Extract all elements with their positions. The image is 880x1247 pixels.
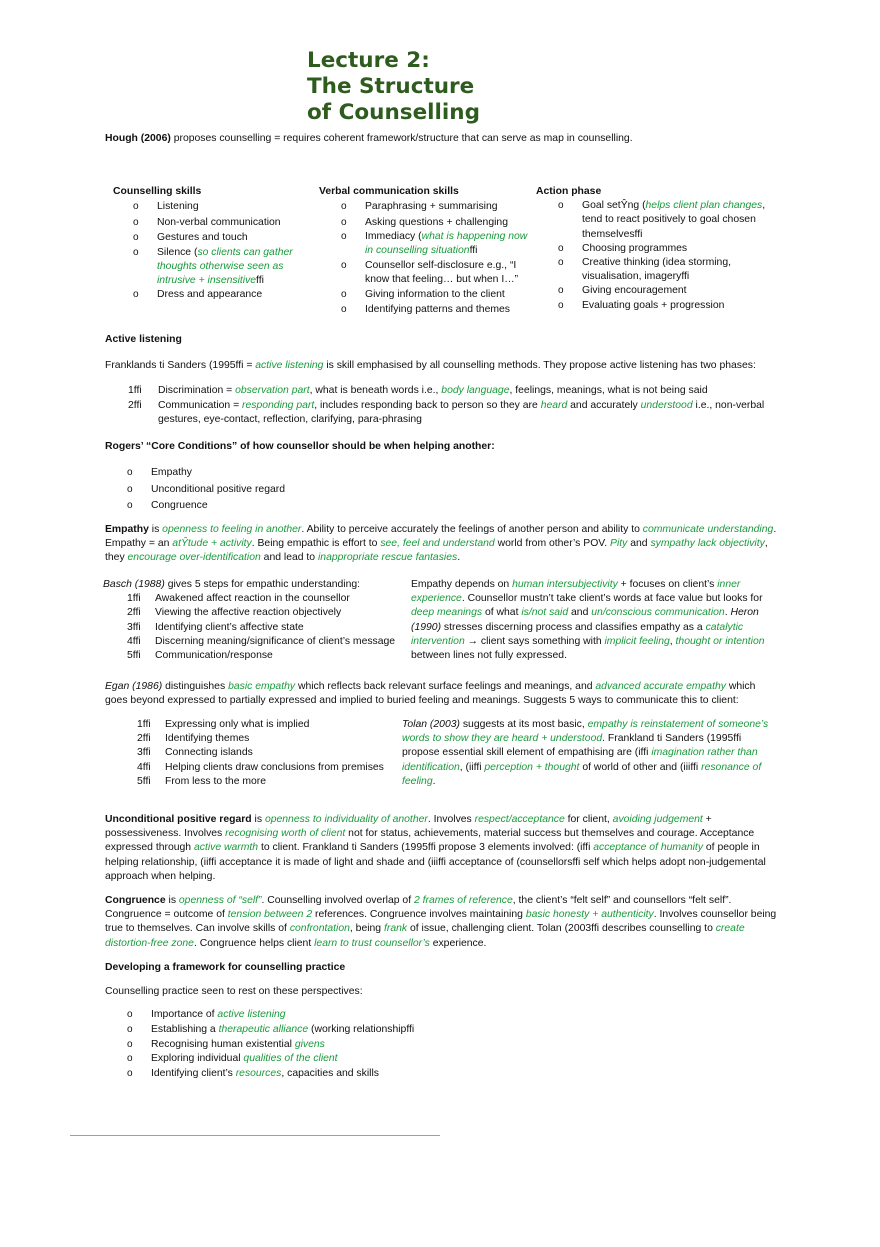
list-item: 2ffi Communication = responding part, includes responding back to person so they are heard and accurately understood i.e., non-verbal gestures, eye-contact, reflection, clarifying, para-phrasing [128,400,765,426]
list-item: 4ffi Discerning meaning/significance of client’s message [127,635,396,647]
title-line-2: The Structure [307,74,475,99]
tolan-paragraph: Tolan (2003) suggests at its most basic, empathy is reinstatement of someone’s words to show they are heard + understood. Frankland ti Sanders (1995ffi propose essential skill element of empathising are (iffi imagination rather than identification, (iiffi perception + thought of world of other and (iiiffi resonance of feeling. [402,719,769,787]
list-item: 5ffi Communication/response [127,650,273,662]
rogers-heading: Rogers’ “Core Conditions” of how counsellor should be when helping another: [105,441,495,452]
upr-paragraph: Unconditional positive regard is openness to individuality of another. Involves respect/acceptance for client, avoiding judgement + possessiveness. Involves recognising worth of client not for status, achievements, material success but themselves and courage. Acceptance expressed through active warmth to client. Frankland ti Sanders (1995ffi propose 3 elements involved: (iffi acceptance of humanity of people in helping relationship, (iiffi acceptance it is made of light and shade and (iiiffi acceptance of (counsellorsffi self which helps adopt non-judgemental approach when helping. [105,814,766,882]
verbal-skills-column [319,185,529,317]
intro-paragraph [105,132,805,146]
list-item: o Importance of active listening [105,1008,605,1023]
list-item: o Asking questions + challenging [319,215,529,231]
list-item: o Paraphrasing + summarising [319,199,529,215]
list-item: o Empathy [105,465,405,482]
list-item: o Creative thinking (idea storming, visualisation, imageryffi [536,256,781,284]
list-item: o Dress and appearance [111,288,313,302]
counselling-skills-column [113,185,313,303]
action-phase-column [536,185,781,313]
egan-ways [137,718,397,789]
column-heading: Verbal communication skills [319,186,459,197]
list-item: o Establishing a therapeutic alliance (working relationshipffi [105,1023,605,1038]
list-item: o Listening [111,199,313,215]
list-item: o Congruence [105,498,405,515]
list-item: 2ffi Identifying themes [137,733,250,745]
framework-heading: Developing a framework for counselling practice [105,962,346,973]
list-item: 3ffi Connecting islands [137,747,253,759]
title-line-3: of Counselling [307,100,480,125]
active-listening-paragraph: Franklands ti Sanders (1995ffi = active listening is skill emphasised by all counselling methods. They propose active listening has two phases: [105,360,756,371]
list-item: 4ffi Helping clients draw conclusions from premises [137,761,384,773]
list-item: o Goal setŶng (helps client plan changes, tend to react positively to goal chosen themselvesffi [536,199,781,242]
list-item: 3ffi Identifying client’s affective state [127,621,304,633]
active-listening-phases [128,384,788,428]
rogers-list [105,465,405,515]
list-item: o Unconditional positive regard [105,482,405,499]
list-item: o Non-verbal communication [111,215,313,231]
empathy-paragraph: Empathy is openness to feeling in another. Ability to perceive accurately the feelings of another person and ability to communicate understanding. Empathy = an atŶtude + activity. Being empathic is effort to see, feel and understand world from other’s POV. Pity and sympathy lack objectivity, they encourage over-identification and lead to inappropriate rescue fantasies. [105,524,777,564]
intersubjectivity-paragraph: Empathy depends on human intersubjectivity + focuses on client’s inner experience. Counsellor mustn’t take client’s words at face value but looks for deep meanings of what is/not said and un/conscious communication. Heron (1990) stresses discerning process and classifies empathy as a catalytic intervention → client says something with implicit feeling, thought or intention between lines not fully expressed. [411,579,765,662]
title-line-1: Lecture 2: [307,48,430,73]
list-item: o Counsellor self-disclosure e.g., “I know that feeling… but when I…” [319,259,529,287]
page-title [307,48,480,126]
list-item: o Giving encouragement [536,284,781,298]
framework-list [105,1008,605,1082]
list-item: o Silence (so clients can gather thoughts otherwise seen as intrusive + insensitiveffi [111,246,313,289]
list-item: o Gestures and touch [111,230,313,246]
intro-author: Hough (2006) [105,133,171,144]
list-item: o Choosing programmes [536,242,781,256]
framework-intro: Counselling practice seen to rest on these perspectives: [105,986,363,997]
list-item: 1ffi Discrimination = observation part, what is beneath words i.e., body language, feelings, meanings, what is not being said [128,385,708,396]
intro-text: proposes counselling = requires coherent framework/structure that can serve as map in counselling. [170,133,633,144]
footnote-separator [70,1135,440,1136]
list-item: o Exploring individual qualities of the client [105,1052,605,1067]
list-item: o Immediacy (what is happening now in counselling situationffi [319,230,529,258]
column-heading: Counselling skills [113,186,202,197]
list-item: o Evaluating goals + progression [536,299,781,313]
list-item: 1ffi Awakened affect reaction in the counsellor [127,593,350,605]
egan-paragraph: Egan (1986) distinguishes basic empathy which reflects back relevant surface feelings and meanings, and advanced accurate empathy which goes beyond expressed to partially expressed and implied to buried feeling and meanings. Suggests 5 ways to communicate this to client: [105,681,756,707]
list-item: o Giving information to the client [319,287,529,303]
list-item: 1ffi Expressing only what is implied [137,719,310,730]
list-item: 2ffi Viewing the affective reaction objectively [127,607,342,619]
basch-steps: Basch (1988) gives 5 steps for empathic understanding: 1ffi Awakened affect reaction in the counsellor 2ffi Viewing the affective reaction objectively 3ffi Identifying client’s affective state 4ffi Discerning meaning/significance of client’s message 5ffi Communication/response [103,578,403,663]
active-listening-heading: Active listening [105,334,182,345]
column-heading: Action phase [536,186,602,197]
list-item: 5ffi From less to the more [137,775,267,787]
list-item: o Identifying patterns and themes [319,303,529,317]
list-item: o Identifying client’s resources, capacities and skills [105,1067,605,1082]
list-item: o Recognising human existential givens [105,1038,605,1053]
congruence-paragraph: Congruence is openness of “self”. Counselling involved overlap of 2 frames of reference, the client’s “felt self” and counsellors “felt self”. Congruence = outcome of tension between 2 references. Congruence involves maintaining basic honesty + authenticity. Involves counsellor being true to themselves. Can involve skills of confrontation, being frank of issue, challenging client. Tolan (2003ffi describes counselling to create distortion-free zone. Congruence helps client learn to trust counsellor’s experience. [105,895,777,949]
